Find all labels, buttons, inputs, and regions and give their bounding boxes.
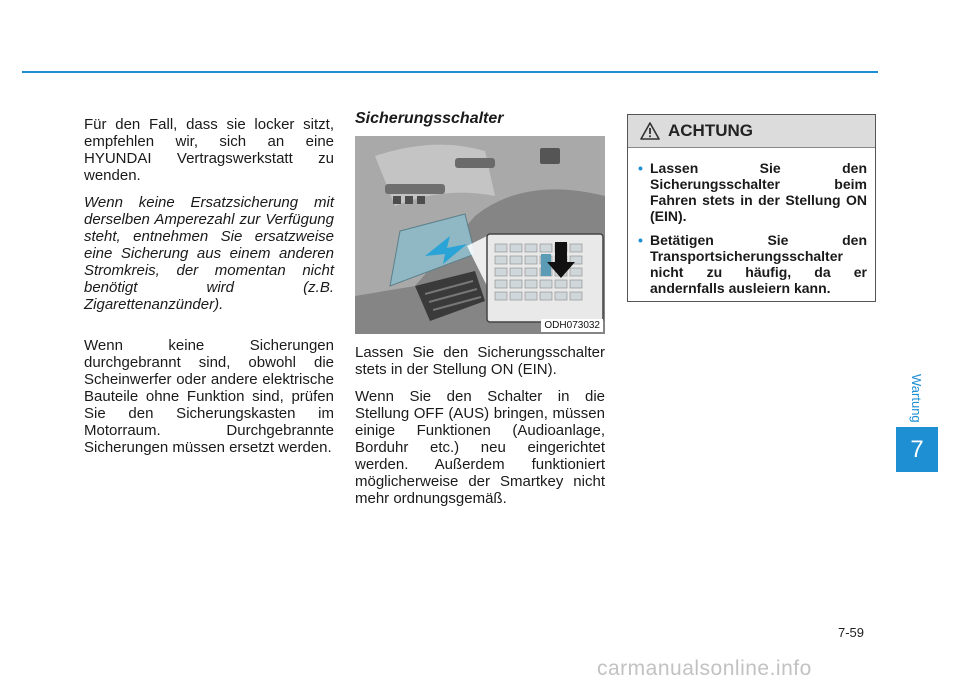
bullet-icon: • bbox=[638, 160, 643, 176]
warning-header bbox=[628, 115, 875, 148]
left-text-column bbox=[84, 116, 334, 466]
warning-item bbox=[638, 232, 867, 296]
watermark: carmanualsonline.info bbox=[597, 657, 812, 680]
section-title: Sicherungsschalter bbox=[355, 110, 504, 127]
paragraph-switch-on: Lassen Sie den Sicherungsschalter stets in der Stellung ON (EIN). bbox=[355, 344, 605, 378]
warning-box bbox=[627, 114, 876, 302]
image-caption: ODH073032 bbox=[541, 319, 603, 332]
warning-list bbox=[628, 148, 875, 296]
fuse-switch-photo bbox=[355, 136, 605, 334]
warning-item-text: Lassen Sie den Sicherungsschalter beim Fahren stets in der Stellung ON (EIN). bbox=[650, 160, 867, 224]
paragraph-engine-fusebox: Wenn keine Sicherungen durchgebrannt sind, obwohl die Scheinwerfer oder andere elektrische Bauteile ohne Funktion sind, prüfen Sie den Sicherungskasten im Motorraum. Durchgebrannte Sicherungen müssen ersetzt werden. bbox=[84, 337, 334, 456]
bullet-icon: • bbox=[638, 232, 643, 248]
paragraph-switch-off: Wenn Sie den Schalter in die Stellung OFF (AUS) bringen, müssen einige Funktionen (Audioanlage, Borduhr etc.) neu eingerichtet werden. Außerdem funktioniert möglicherweise der Smartkey nicht mehr ordnungsgemäß. bbox=[355, 388, 605, 507]
paragraph-loose-fuse: Für den Fall, dass sie locker sitzt, empfehlen wir, sich an eine HYUNDAI Vertragswerkstatt zu wenden. bbox=[84, 116, 334, 184]
middle-text-column bbox=[355, 110, 605, 517]
warning-title: ACHTUNG bbox=[668, 121, 753, 140]
paragraph-spare-fuse-italic: Wenn keine Ersatzsicherung mit derselben Amperezahl zur Verfügung steht, entnehmen Sie ersatzweise eine Sicherung aus einem anderen Stromkreis, der momentan nicht benötigt wird (z.B. Zigarettenanzünder). bbox=[84, 194, 334, 313]
warning-item bbox=[638, 160, 867, 224]
dashboard-fusebox-illustration bbox=[355, 136, 605, 334]
page-number: 7-59 bbox=[838, 625, 865, 640]
warning-item-text: Betätigen Sie den Transportsicherungsschalter nicht zu häufig, da er andernfalls ausleiern kann. bbox=[650, 232, 867, 296]
chapter-side-label: Wartung bbox=[909, 373, 924, 423]
top-rule bbox=[22, 71, 878, 73]
warning-triangle-icon bbox=[640, 122, 660, 140]
chapter-number-tab: 7 bbox=[896, 427, 938, 472]
